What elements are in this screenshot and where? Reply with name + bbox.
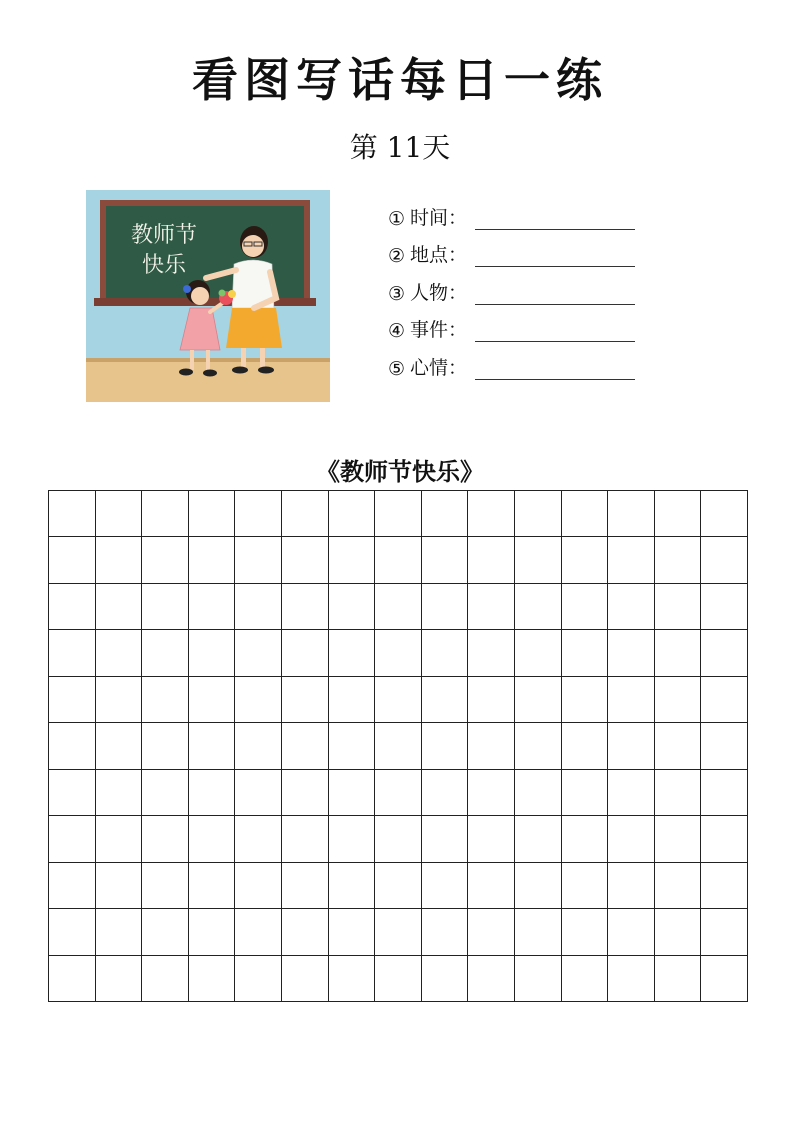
grid-cell[interactable] (49, 584, 96, 630)
day-label: 第 11天 (349, 131, 451, 164)
grid-cell[interactable] (189, 863, 236, 909)
grid-cell[interactable] (422, 816, 469, 862)
grid-cell[interactable] (422, 630, 469, 676)
teachers-day-illustration (86, 190, 330, 402)
grid-cell[interactable] (142, 723, 189, 769)
grid-cell[interactable] (49, 770, 96, 816)
grid-cell[interactable] (329, 677, 376, 723)
grid-cell[interactable] (96, 677, 143, 723)
grid-cell[interactable] (282, 770, 329, 816)
grid-cell[interactable] (701, 770, 748, 816)
grid-cell[interactable] (235, 816, 282, 862)
grid-cell[interactable] (422, 909, 469, 955)
essay-title: 《教师节快乐》 (316, 457, 484, 486)
grid-cell[interactable] (329, 723, 376, 769)
grid-cell[interactable] (562, 537, 609, 583)
grid-cell[interactable] (375, 723, 422, 769)
grid-cell[interactable] (189, 723, 236, 769)
grid-cell[interactable] (375, 537, 422, 583)
grid-cell[interactable] (282, 537, 329, 583)
grid-cell[interactable] (515, 816, 562, 862)
grid-cell[interactable] (562, 956, 609, 1002)
question-label: 心情： (410, 356, 468, 379)
question-label: 地点： (410, 244, 468, 266)
grid-cell[interactable] (562, 491, 609, 537)
grid-cell[interactable] (422, 956, 469, 1002)
grid-cell[interactable] (515, 584, 562, 630)
grid-cell[interactable] (142, 537, 189, 583)
grid-cell[interactable] (608, 537, 655, 583)
grid-cell[interactable] (189, 956, 236, 1002)
grid-cell[interactable] (515, 770, 562, 816)
question-event (388, 305, 688, 343)
grid-cell[interactable] (282, 630, 329, 676)
grid-cell[interactable] (282, 909, 329, 955)
grid-cell[interactable] (608, 863, 655, 909)
grid-cell[interactable] (655, 630, 702, 676)
question-number: ④ (388, 320, 406, 342)
question-number: ⑤ (388, 357, 406, 380)
grid-cell[interactable] (375, 584, 422, 630)
grid-cell[interactable] (468, 956, 515, 1002)
grid-cell[interactable] (562, 816, 609, 862)
grid-cell[interactable] (189, 630, 236, 676)
grid-cell[interactable] (142, 770, 189, 816)
grid-cell[interactable] (701, 956, 748, 1002)
grid-cell[interactable] (189, 584, 236, 630)
question-label: 事件： (410, 319, 468, 341)
question-list (388, 192, 688, 380)
grid-cell[interactable] (96, 537, 143, 583)
question-people (388, 267, 688, 305)
grid-cell[interactable] (142, 816, 189, 862)
question-mood (388, 342, 688, 380)
grid-cell[interactable] (562, 723, 609, 769)
grid-cell[interactable] (655, 909, 702, 955)
grid-cell[interactable] (282, 677, 329, 723)
question-number: ① (388, 207, 406, 230)
grid-cell[interactable] (701, 677, 748, 723)
grid-cell[interactable] (235, 863, 282, 909)
grid-cell[interactable] (235, 537, 282, 583)
grid-cell[interactable] (189, 537, 236, 583)
grid-cell[interactable] (701, 723, 748, 769)
answer-blank[interactable] (475, 248, 635, 267)
grid-cell[interactable] (375, 909, 422, 955)
grid-cell[interactable] (701, 630, 748, 676)
grid-cell[interactable] (701, 863, 748, 909)
grid-cell[interactable] (468, 630, 515, 676)
grid-cell[interactable] (96, 909, 143, 955)
grid-cell[interactable] (608, 584, 655, 630)
grid-cell[interactable] (701, 816, 748, 862)
grid-cell[interactable] (608, 630, 655, 676)
grid-cell[interactable] (142, 677, 189, 723)
answer-blank[interactable] (475, 211, 635, 230)
grid-cell[interactable] (235, 723, 282, 769)
grid-cell[interactable] (655, 770, 702, 816)
grid-cell[interactable] (468, 770, 515, 816)
answer-blank[interactable] (475, 286, 635, 305)
question-label: 人物： (410, 281, 468, 304)
grid-cell[interactable] (701, 537, 748, 583)
grid-cell[interactable] (189, 491, 236, 537)
grid-cell[interactable] (422, 491, 469, 537)
grid-cell[interactable] (142, 491, 189, 537)
grid-cell[interactable] (235, 909, 282, 955)
grid-cell[interactable] (96, 770, 143, 816)
grid-cell[interactable] (49, 537, 96, 583)
grid-cell[interactable] (329, 816, 376, 862)
grid-cell[interactable] (468, 537, 515, 583)
grid-cell[interactable] (515, 537, 562, 583)
grid-cell[interactable] (562, 909, 609, 955)
grid-cell[interactable] (189, 770, 236, 816)
grid-cell[interactable] (608, 677, 655, 723)
grid-cell[interactable] (468, 677, 515, 723)
grid-cell[interactable] (562, 677, 609, 723)
grid-cell[interactable] (96, 956, 143, 1002)
grid-cell[interactable] (282, 816, 329, 862)
grid-cell[interactable] (142, 584, 189, 630)
grid-cell[interactable] (375, 816, 422, 862)
grid-cell[interactable] (655, 816, 702, 862)
grid-cell[interactable] (562, 770, 609, 816)
grid-cell[interactable] (235, 956, 282, 1002)
grid-cell[interactable] (329, 956, 376, 1002)
grid-cell[interactable] (375, 677, 422, 723)
grid-cell[interactable] (468, 816, 515, 862)
grid-cell[interactable] (422, 770, 469, 816)
grid-cell[interactable] (329, 770, 376, 816)
grid-cell[interactable] (189, 909, 236, 955)
grid-cell[interactable] (468, 909, 515, 955)
grid-cell[interactable] (515, 863, 562, 909)
grid-cell[interactable] (515, 723, 562, 769)
grid-cell[interactable] (329, 491, 376, 537)
board-text-line1: 教师节 (130, 223, 198, 248)
grid-cell[interactable] (562, 863, 609, 909)
grid-cell[interactable] (608, 956, 655, 1002)
grid-cell[interactable] (96, 630, 143, 676)
grid-cell[interactable] (655, 723, 702, 769)
answer-blank[interactable] (475, 323, 635, 342)
grid-cell[interactable] (468, 723, 515, 769)
grid-cell[interactable] (189, 677, 236, 723)
page-title: 看图写话每日一练 (192, 53, 608, 107)
grid-cell[interactable] (329, 863, 376, 909)
grid-cell[interactable] (515, 909, 562, 955)
grid-cell[interactable] (655, 584, 702, 630)
grid-cell[interactable] (282, 584, 329, 630)
grid-cell[interactable] (235, 677, 282, 723)
grid-cell[interactable] (329, 584, 376, 630)
grid-cell[interactable] (655, 863, 702, 909)
grid-cell[interactable] (422, 723, 469, 769)
grid-cell[interactable] (96, 584, 143, 630)
grid-cell[interactable] (235, 491, 282, 537)
question-label: 时间： (410, 206, 468, 229)
board-text-line2: 快乐 (141, 253, 187, 278)
grid-cell[interactable] (562, 584, 609, 630)
grid-cell[interactable] (329, 909, 376, 955)
grid-cell[interactable] (329, 537, 376, 583)
grid-cell[interactable] (468, 863, 515, 909)
grid-cell[interactable] (468, 491, 515, 537)
grid-cell[interactable] (282, 863, 329, 909)
grid-cell[interactable] (422, 677, 469, 723)
answer-blank[interactable] (475, 361, 635, 380)
grid-cell[interactable] (49, 909, 96, 955)
grid-cell[interactable] (562, 630, 609, 676)
grid-cell[interactable] (282, 491, 329, 537)
grid-cell[interactable] (655, 956, 702, 1002)
grid-cell[interactable] (282, 723, 329, 769)
grid-cell[interactable] (49, 677, 96, 723)
grid-cell[interactable] (49, 956, 96, 1002)
grid-cell[interactable] (422, 584, 469, 630)
grid-cell[interactable] (701, 491, 748, 537)
grid-cell[interactable] (49, 816, 96, 862)
grid-cell[interactable] (655, 537, 702, 583)
grid-cell[interactable] (608, 723, 655, 769)
grid-cell[interactable] (515, 677, 562, 723)
grid-cell[interactable] (375, 491, 422, 537)
grid-cell[interactable] (608, 770, 655, 816)
grid-cell[interactable] (515, 491, 562, 537)
grid-cell[interactable] (375, 956, 422, 1002)
grid-cell[interactable] (142, 909, 189, 955)
grid-cell[interactable] (142, 630, 189, 676)
grid-cell[interactable] (608, 816, 655, 862)
question-place (388, 230, 688, 268)
grid-cell[interactable] (375, 770, 422, 816)
grid-cell[interactable] (49, 630, 96, 676)
grid-cell[interactable] (235, 630, 282, 676)
question-number: ② (388, 245, 406, 267)
grid-cell[interactable] (142, 863, 189, 909)
grid-cell[interactable] (515, 956, 562, 1002)
grid-cell[interactable] (96, 491, 143, 537)
question-time (388, 192, 688, 230)
grid-cell[interactable] (235, 770, 282, 816)
grid-cell[interactable] (608, 491, 655, 537)
grid-cell[interactable] (235, 584, 282, 630)
grid-cell[interactable] (96, 723, 143, 769)
grid-cell[interactable] (49, 863, 96, 909)
grid-cell[interactable] (701, 584, 748, 630)
grid-cell[interactable] (49, 723, 96, 769)
grid-cell[interactable] (655, 491, 702, 537)
grid-cell[interactable] (515, 630, 562, 676)
grid-cell[interactable] (422, 863, 469, 909)
grid-cell[interactable] (282, 956, 329, 1002)
writing-grid (48, 490, 748, 1002)
grid-cell[interactable] (701, 909, 748, 955)
question-number: ③ (388, 282, 406, 305)
grid-cell[interactable] (49, 491, 96, 537)
grid-cell[interactable] (96, 863, 143, 909)
grid-cell[interactable] (375, 630, 422, 676)
grid-cell[interactable] (329, 630, 376, 676)
grid-cell[interactable] (422, 537, 469, 583)
grid-cell[interactable] (655, 677, 702, 723)
grid-cell[interactable] (142, 956, 189, 1002)
grid-cell[interactable] (375, 863, 422, 909)
grid-cell[interactable] (468, 584, 515, 630)
grid-cell[interactable] (608, 909, 655, 955)
grid-cell[interactable] (189, 816, 236, 862)
grid-cell[interactable] (96, 816, 143, 862)
